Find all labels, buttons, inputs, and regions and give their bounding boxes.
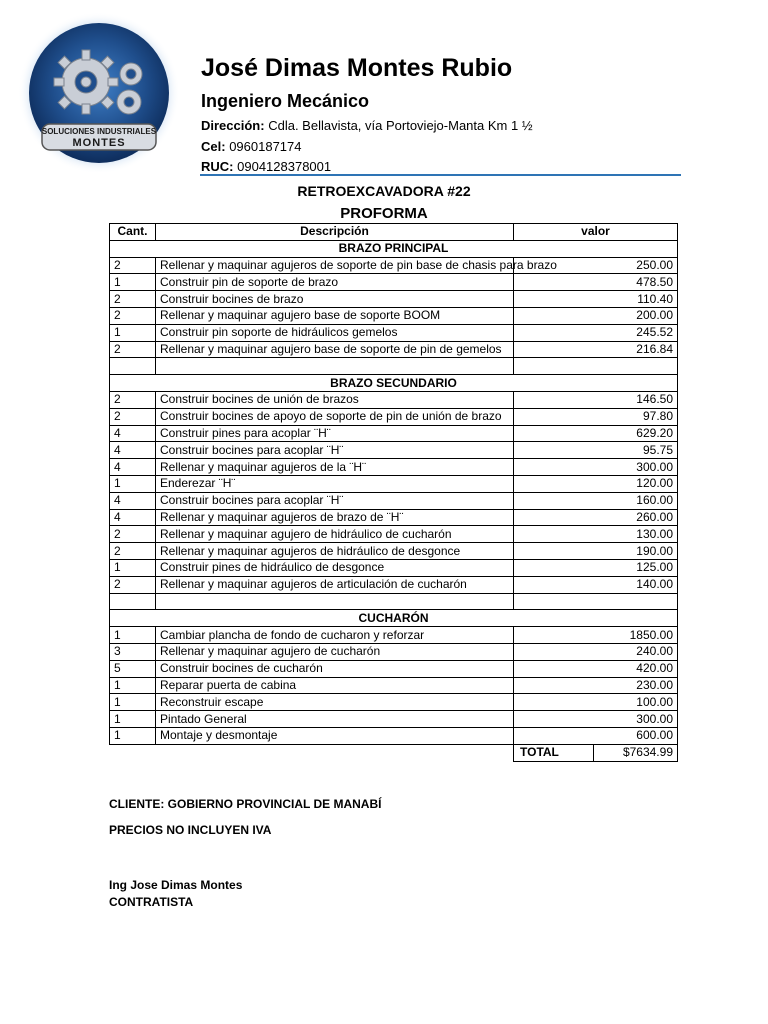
- table-row: [110, 341, 678, 358]
- item-qty: 2: [110, 291, 156, 308]
- logo-text-top: SOLUCIONES INDUSTRIALES: [41, 127, 157, 136]
- item-value: 97.80: [514, 408, 678, 425]
- item-value: 240.00: [514, 643, 678, 660]
- item-qty: 2: [110, 257, 156, 274]
- blank-row: [110, 358, 678, 375]
- item-description: Cambiar plancha de fondo de cucharon y reforzar: [156, 627, 514, 644]
- table-row: [110, 526, 678, 543]
- item-value: 600.00: [514, 727, 678, 744]
- item-description: Construir bocines para acoplar ¨H¨: [156, 442, 514, 459]
- item-description: Rellenar y maquinar agujeros de brazo de ¨H¨: [156, 509, 514, 526]
- document-type: PROFORMA: [340, 205, 428, 222]
- item-value: 245.52: [514, 324, 678, 341]
- address-value: Cdla. Bellavista, vía Portoviejo-Manta Km 1 ½: [268, 118, 533, 133]
- quote-table: [109, 223, 678, 762]
- blank-row: [110, 593, 678, 610]
- item-qty: 1: [110, 627, 156, 644]
- section-row: [110, 375, 678, 392]
- table-row: [110, 711, 678, 728]
- item-qty: 1: [110, 559, 156, 576]
- item-qty: 1: [110, 677, 156, 694]
- company-logo: [16, 12, 182, 174]
- item-value: 100.00: [514, 694, 678, 711]
- item-qty: 4: [110, 425, 156, 442]
- item-value: 110.40: [514, 291, 678, 308]
- total-row: [110, 744, 678, 761]
- item-qty: 1: [110, 324, 156, 341]
- item-description: Construir pines para acoplar ¨H¨: [156, 425, 514, 442]
- item-value: 200.00: [514, 307, 678, 324]
- section-row: [110, 610, 678, 627]
- item-description: Construir bocines de cucharón: [156, 660, 514, 677]
- item-description: Rellenar y maquinar agujero de cucharón: [156, 643, 514, 660]
- address-line: [201, 118, 533, 133]
- item-value: 130.00: [514, 526, 678, 543]
- item-qty: 4: [110, 459, 156, 476]
- item-description: Rellenar y maquinar agujeros de la ¨H¨: [156, 459, 514, 476]
- ruc-label: RUC:: [201, 159, 234, 174]
- item-value: 300.00: [514, 711, 678, 728]
- tax-note: PRECIOS NO INCLUYEN IVA: [109, 823, 272, 837]
- item-description: Construir bocines de brazo: [156, 291, 514, 308]
- item-description: Rellenar y maquinar agujeros de soporte de pin base de chasis para brazo: [156, 257, 514, 274]
- phone-label: Cel:: [201, 139, 226, 154]
- item-value: 1850.00: [514, 627, 678, 644]
- item-qty: 2: [110, 408, 156, 425]
- blank-cell: [110, 358, 156, 375]
- table-row: [110, 408, 678, 425]
- table-row: [110, 694, 678, 711]
- item-qty: 2: [110, 576, 156, 593]
- blank-cell: [156, 358, 514, 375]
- item-description: Construir pines de hidráulico de desgonce: [156, 559, 514, 576]
- table-row: [110, 677, 678, 694]
- table-row: [110, 459, 678, 476]
- item-description: Reconstruir escape: [156, 694, 514, 711]
- header-divider: [200, 174, 681, 176]
- item-value: 629.20: [514, 425, 678, 442]
- item-description: Construir pin soporte de hidráulicos gemelos: [156, 324, 514, 341]
- item-description: Rellenar y maquinar agujero base de soporte de pin de gemelos: [156, 341, 514, 358]
- blank-cell: [514, 358, 678, 375]
- table-row: [110, 257, 678, 274]
- item-description: Enderezar ¨H¨: [156, 475, 514, 492]
- item-value: 230.00: [514, 677, 678, 694]
- table-row: [110, 543, 678, 560]
- signer-role: CONTRATISTA: [109, 895, 194, 909]
- blank-cell: [156, 593, 514, 610]
- item-description: Construir pin de soporte de brazo: [156, 274, 514, 291]
- client-line: CLIENTE: GOBIERNO PROVINCIAL DE MANABÍ: [109, 797, 382, 811]
- item-value: 260.00: [514, 509, 678, 526]
- engineer-name: José Dimas Montes Rubio: [201, 54, 513, 82]
- item-value: 250.00: [514, 257, 678, 274]
- section-row: [110, 240, 678, 257]
- section-title: CUCHARÓN: [110, 610, 678, 627]
- total-spacer: [110, 744, 514, 761]
- item-qty: 3: [110, 643, 156, 660]
- section-title: BRAZO SECUNDARIO: [110, 375, 678, 392]
- item-description: Rellenar y maquinar agujero base de soporte BOOM: [156, 307, 514, 324]
- col-header-value: valor: [514, 224, 678, 241]
- item-description: Rellenar y maquinar agujeros de hidráulico de desgonce: [156, 543, 514, 560]
- total-value: $7634.99: [594, 744, 678, 761]
- item-value: 420.00: [514, 660, 678, 677]
- item-qty: 2: [110, 307, 156, 324]
- table-row: [110, 442, 678, 459]
- item-value: 95.75: [514, 442, 678, 459]
- item-qty: 1: [110, 727, 156, 744]
- col-header-description: Descripción: [156, 224, 514, 241]
- item-description: Montaje y desmontaje: [156, 727, 514, 744]
- section-title: BRAZO PRINCIPAL: [110, 240, 678, 257]
- item-qty: 1: [110, 694, 156, 711]
- item-description: Construir bocines para acoplar ¨H¨: [156, 492, 514, 509]
- table-row: [110, 475, 678, 492]
- address-label: Dirección:: [201, 118, 265, 133]
- table-row: [110, 643, 678, 660]
- gear-icon: [54, 50, 118, 114]
- item-description: Construir bocines de apoyo de soporte de pin de unión de brazo: [156, 408, 514, 425]
- table-row: [110, 660, 678, 677]
- engineer-profession: Ingeniero Mecánico: [201, 91, 370, 111]
- table-row: [110, 425, 678, 442]
- table-header-row: [110, 224, 678, 241]
- item-value: 125.00: [514, 559, 678, 576]
- table-row: [110, 492, 678, 509]
- machine-title: RETROEXCAVADORA #22: [297, 183, 471, 199]
- total-label: TOTAL: [514, 744, 594, 761]
- item-qty: 2: [110, 391, 156, 408]
- item-qty: 4: [110, 509, 156, 526]
- item-value: 146.50: [514, 391, 678, 408]
- item-qty: 1: [110, 475, 156, 492]
- blank-cell: [110, 593, 156, 610]
- item-description: Pintado General: [156, 711, 514, 728]
- item-qty: 4: [110, 492, 156, 509]
- signer-name: Ing Jose Dimas Montes: [109, 878, 243, 892]
- table-row: [110, 576, 678, 593]
- table-row: [110, 291, 678, 308]
- item-qty: 2: [110, 341, 156, 358]
- item-value: 300.00: [514, 459, 678, 476]
- item-qty: 1: [110, 711, 156, 728]
- item-value: 120.00: [514, 475, 678, 492]
- col-header-qty: Cant.: [110, 224, 156, 241]
- logo-text-bottom: MONTES: [72, 137, 126, 149]
- item-description: Reparar puerta de cabina: [156, 677, 514, 694]
- phone-value: 0960187174: [229, 139, 302, 154]
- item-value: 216.84: [514, 341, 678, 358]
- ruc-line: [201, 159, 331, 174]
- item-value: 140.00: [514, 576, 678, 593]
- item-value: 160.00: [514, 492, 678, 509]
- item-description: Construir bocines de unión de brazos: [156, 391, 514, 408]
- item-qty: 1: [110, 274, 156, 291]
- ruc-value: 0904128378001: [237, 159, 332, 174]
- item-qty: 4: [110, 442, 156, 459]
- item-value: 478.50: [514, 274, 678, 291]
- table-row: [110, 727, 678, 744]
- item-description: Rellenar y maquinar agujeros de articulación de cucharón: [156, 576, 514, 593]
- table-row: [110, 274, 678, 291]
- item-qty: 2: [110, 543, 156, 560]
- item-description: Rellenar y maquinar agujero de hidráulico de cucharón: [156, 526, 514, 543]
- phone-line: [201, 139, 302, 154]
- table-row: [110, 307, 678, 324]
- item-value: 190.00: [514, 543, 678, 560]
- item-qty: 2: [110, 526, 156, 543]
- table-row: [110, 509, 678, 526]
- blank-cell: [514, 593, 678, 610]
- table-row: [110, 559, 678, 576]
- table-row: [110, 391, 678, 408]
- table-row: [110, 627, 678, 644]
- table-row: [110, 324, 678, 341]
- item-qty: 5: [110, 660, 156, 677]
